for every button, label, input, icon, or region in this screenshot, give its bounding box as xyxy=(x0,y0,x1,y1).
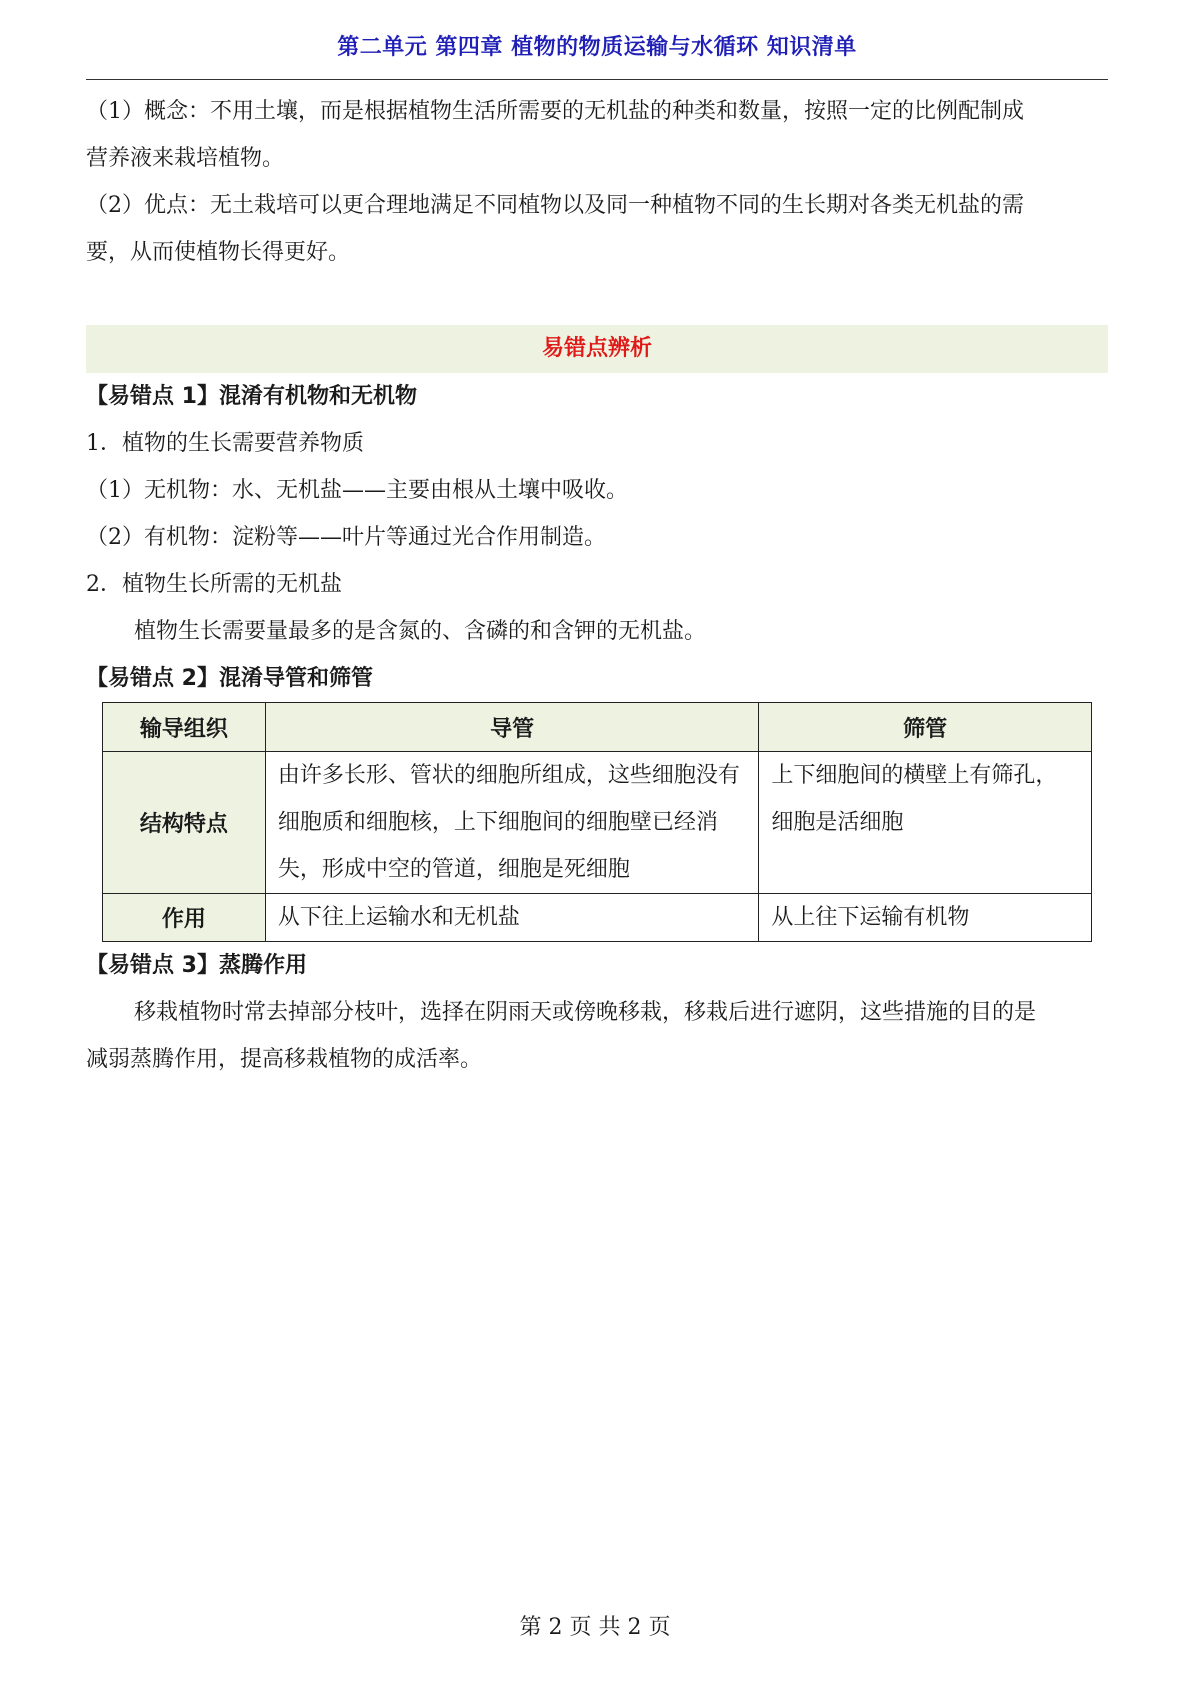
cell-vessel-function: 从下往上运输水和无机盐 xyxy=(265,894,758,942)
row-label-function: 作用 xyxy=(103,894,266,942)
page-header-title: 第二单元 第四章 植物的物质运输与水循环 知识清单 xyxy=(337,35,857,60)
point1-sub1: （1）无机物：水、无机盐——主要由根从土壤中吸收。 xyxy=(86,478,628,503)
table-header-row xyxy=(103,703,1092,752)
point2-title: 【易错点 2】混淆导管和筛管 xyxy=(86,666,373,691)
point1-title: 【易错点 1】混淆有机物和无机物 xyxy=(86,384,417,409)
advantage-line-2: 要，从而使植物长得更好。 xyxy=(86,240,351,265)
point3-title: 【易错点 3】蒸腾作用 xyxy=(86,953,307,978)
point1-item2: 2．植物生长所需的无机盐 xyxy=(86,572,342,597)
advantage-line-1: （2）优点：无土栽培可以更合理地满足不同植物以及同一种植物不同的生长期对各类无机盐的需 xyxy=(86,193,1025,218)
point3-line-1: 移栽植物时常去掉部分枝叶，选择在阴雨天或傍晚移栽，移栽后进行遮阴，这些措施的目的是 xyxy=(134,1000,1037,1025)
table-row-function xyxy=(103,894,1092,942)
table-header-sieve: 筛管 xyxy=(759,703,1092,752)
page-number: 第 2 页 共 2 页 xyxy=(519,1615,671,1640)
vessel-sieve-table xyxy=(102,702,1092,942)
concept-line-1: （1）概念：不用土壤，而是根据植物生活所需要的无机盐的种类和数量，按照一定的比例配制成 xyxy=(86,99,1025,124)
table-header-vessel: 导管 xyxy=(265,703,758,752)
point3-line-2: 减弱蒸腾作用，提高移栽植物的成活率。 xyxy=(86,1047,483,1072)
spacer xyxy=(86,276,1108,323)
section-title-bar: 易错点辨析 xyxy=(86,325,1108,373)
point1-item1: 1．植物的生长需要营养物质 xyxy=(86,431,364,456)
cell-sieve-structure: 上下细胞间的横壁上有筛孔，细胞是活细胞 xyxy=(759,752,1092,894)
point1-detail: 植物生长需要量最多的是含氮的、含磷的和含钾的无机盐。 xyxy=(134,619,707,644)
concept-line-2: 营养液来栽培植物。 xyxy=(86,146,285,171)
row-label-structure: 结构特点 xyxy=(103,752,266,894)
document-body xyxy=(86,88,1108,1083)
header-divider xyxy=(86,79,1108,80)
cell-sieve-function: 从上往下运输有机物 xyxy=(759,894,1092,942)
point1-sub2: （2）有机物：淀粉等——叶片等通过光合作用制造。 xyxy=(86,525,606,550)
cell-vessel-structure: 由许多长形、管状的细胞所组成，这些细胞没有细胞质和细胞核，上下细胞间的细胞壁已经消失，形成中空的管道，细胞是死细胞 xyxy=(265,752,758,894)
table-row-structure xyxy=(103,752,1092,894)
table-header-tissue: 输导组织 xyxy=(103,703,266,752)
